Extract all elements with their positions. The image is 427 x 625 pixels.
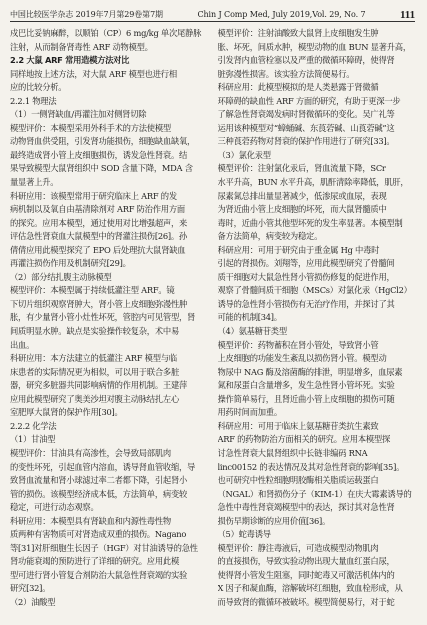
running-head (10, 6, 415, 20)
text-line: 观察了骨髓间质干细胞（MSCs）对氯化汞（HgCl2） (217, 285, 412, 296)
text-line: 间质明显水肿。缺点是实验操作较复杂，术中易 (10, 326, 179, 337)
header-rule (10, 21, 415, 22)
text-line: 最终造成肾小管上皮细胞损伤，诱发急性肾衰。结 (10, 149, 188, 160)
text-line: 2.2.1 物理法 (10, 95, 57, 106)
journal-title-en: Chin J Comp Med, July 2019,Vol. 29, No. 7 (197, 10, 366, 19)
text-line: （1）甘油型 (10, 434, 56, 445)
text-line: 的直接损伤，导致实验动物出现大量血红蛋白尿， (217, 556, 395, 567)
text-line: 模型评价：本模型属于持续低灌注型 ARF。镜 (10, 285, 175, 296)
text-line: 质两种有害物质可对肾造成双重的损伤。Nagano (10, 529, 187, 540)
text-line: （5）蛇毒诱导 (217, 529, 271, 540)
text-line: 的探究。应用本模型，通过使用对比增强超声，来 (10, 217, 188, 228)
text-line: 应用此模型研究了奥美沙坦对腹主动脉结扎左心 (10, 393, 179, 404)
text-line: 肾功能衰竭的预防进行了详细的研究。应用此模 (10, 556, 179, 567)
text-line: （4）氨基糖苷类型 (217, 326, 287, 337)
text-line: 也可研究中性粒细胞明胶酶相关脂质运载蛋白 (217, 475, 379, 486)
text-line: 引发肾内血管栓塞以及严重的微循环障碍，使得肾 (217, 55, 395, 66)
text-line: （3）氯化汞型 (217, 149, 271, 160)
text-line: 操作简单易行，且肾近曲小管上皮细胞的损伤可随 (217, 393, 395, 404)
text-line: 模型评价：甘油具有高渗性，会导致局部肌肉 (10, 447, 171, 458)
text-line: 科研应用：本模型具有肾缺血和内源性毒性物 (10, 515, 171, 526)
text-line: 评估急性肾衰血大鼠模型中的肾灌注损伤[26]。孙 (10, 231, 187, 242)
text-line: 了解急性肾衰竭发病时肾微循环的变化。吴广礼等 (217, 109, 395, 120)
text-line: 戍巴比妥钠麻醉，以顺铂（CP）6 mg/kg 单次尾静脉 (10, 28, 202, 38)
text-line: 科研应用：此模型模拟的是人类悬露于肾微循 (217, 82, 379, 93)
text-line: 诱导的急性肾小管损伤有无治疗作用，并探讨了其 (217, 298, 395, 309)
text-line: 研究[32]。 (10, 583, 51, 594)
text-line: 科研应用：本方法建立的低灌注 ARF 模型与临 (10, 353, 177, 364)
text-line: 型可进行肾小管复合剂防治大鼠急性肾衰竭的实验 (10, 569, 188, 580)
text-line: 科研应用：该模型常用于研究临床上 ARF 的发 (10, 190, 177, 201)
text-line: 备方法简单，病变较为稳定。 (217, 231, 323, 242)
text-line: 稳定，可进行动态观察。 (10, 502, 99, 513)
text-line: 用药时间而加重。 (217, 407, 282, 418)
text-line: 管的损伤。该模型经济成本低，方法简单，病变较 (10, 488, 188, 499)
text-line: 2.2.2 化学法 (10, 420, 57, 431)
text-line: 出血。 (10, 339, 35, 350)
text-line: （2）油酸型 (10, 596, 56, 607)
text-line: 水平升高，BUN 水平升高，肌酐清除率降低，肌肝， (217, 177, 409, 188)
text-line: （2）部分结扎腹主动脉模型 (10, 271, 112, 282)
right-column (218, 27, 416, 610)
text-line: 2.2 大鼠 ARF 常用造模方法对比 (10, 55, 130, 66)
text-line: 三种莨菪药物对肾衰的保护作用进行了研究[33]。 (217, 136, 395, 147)
text-line: 讨急性肾衰大鼠肾组织中长链非编码 RNA (217, 447, 368, 458)
text-line: 毒时，近曲小管其他型坏死的发生率显著。本模型制 (217, 217, 403, 228)
text-line: 脏弥漫性损害。该实验方法简便易行。 (217, 68, 355, 79)
text-line: 为肾近曲小管上皮细胞的坏死，而大鼠肾髓质中 (217, 204, 387, 215)
text-line: ARF 的药物防治方面相关的研究。应用本模型探 (217, 434, 391, 445)
text-line: 应的比较分析。 (10, 82, 67, 93)
text-line: （NGAL）和肾损伤分子（KIM-1）在庆大霉素诱导的 (217, 488, 412, 499)
journal-title-cn: 中国比较医学杂志 2019年7月第29卷第7期 (10, 10, 163, 19)
text-line: 倩倩应用此模型探究了 EPO 后处理抗大鼠肾缺血 (10, 244, 186, 255)
text-line: 物尿中 NAG 酶及溶菌酶的排泄，明显增多，血尿素 (217, 366, 403, 377)
text-line: X 因子和凝血酶，溶解破坏红细胞，致血栓形成，从 (217, 583, 403, 594)
text-line: 而导致肾的微循环被破坏。模型简便易行，对于蛇 (217, 596, 395, 607)
text-line: 模型评价：药物蓄积在肾小管处，导致肾小管 (217, 339, 379, 350)
text-line: 注射，从而制备肾毒性 ARF 动物模型。 (10, 41, 153, 52)
text-line: 器，研究多脏器共同影响病情的作用机制。王建萍 (10, 380, 188, 391)
text-line: 尿素氮总排出量显著减少，低渗尿或血尿，表现 (217, 190, 387, 201)
text-line: （1）一侧肾缺血/再灌注加对侧肾切除 (10, 109, 147, 120)
left-column (10, 27, 208, 610)
text-line: 动物肾血供受阻，引发肾功能损伤，细胞缺血缺氧， (10, 136, 196, 147)
text-line: 等[31]对肝细胞生长因子（HGF）对甘油诱导的急性 (10, 542, 198, 553)
text-line: 引起的肾损伤。刘翔等，应用此模型研究了骨髓间 (217, 258, 395, 269)
text-line: 室肥厚大鼠肾的保护作用[30]。 (10, 407, 123, 418)
text-line: 环障碍的缺血性 ARF 方面的研究，有助于更深一步 (217, 95, 401, 106)
text-line: 胀、坏死，间质水肿，模型动物的血 BUN 显著升高， (217, 41, 411, 52)
text-line: 急性中毒性肾衰竭模型中的表达，探讨其对急性肾 (217, 502, 395, 513)
two-column-body (10, 27, 415, 610)
text-line: 模型评价：注射油酸致大鼠肾上皮细胞发生肿 (217, 28, 379, 38)
text-line: 上皮细胞的功能发生紊乱以损伤肾小管。模型动 (217, 353, 387, 364)
text-line: 可能的机制[34]。 (217, 312, 282, 323)
text-line: 质干细胞对大鼠急性肾小管损伤修复的促进作用， (217, 271, 395, 282)
text-line: 同样地按上述方法，对大鼠 ARF 模型也进行相 (10, 68, 177, 79)
text-line: 量显著上升。 (10, 177, 59, 188)
text-line: 氮和尿蛋白含量增多，发生急性肾小管坏死。实验 (217, 380, 395, 391)
text-line: 科研应用：可用于临床上氨基糖苷类抗生素致 (217, 420, 379, 431)
text-line: 科研应用：可用于研究由于重金属 Hg 中毒时 (217, 244, 380, 255)
text-line: 果导致模型大鼠肾组织中 SOD 含量下降，MDA 含 (10, 163, 193, 174)
text-line: 床患者的实际情况更为相似，可以用于联合多脏 (10, 366, 179, 377)
text-line: linc00152 的表达情况及其对急性肾衰的影响[35]。 (217, 461, 405, 472)
text-line: 运用该种模型对“蟑蛹碱、东莨菪碱、山莨菪碱”这 (217, 122, 395, 133)
page-number: 111 (399, 9, 415, 21)
text-line: 再灌注损伤作用及机制研究[29]。 (10, 258, 131, 269)
text-line: 模型评价：静注毒液后，可造成模型动物肌肉 (217, 542, 379, 553)
text-line: 病机制以及氧自由基清除剂对 ARF 防治作用方面 (10, 204, 185, 215)
text-line: 致肾血流量和肾小球滤过率二者都下降，引起肾小 (10, 475, 188, 486)
text-line: 的变性坏死，引起血管内溶血，诱导肾血管收缩，导 (10, 461, 196, 472)
text-line: 使得肾小管发生阻塞，同时蛇毒又可激活机体内的 (217, 569, 395, 580)
text-line: 模型评价：注射氯化汞后，肾血流量下降，SCr (217, 163, 386, 174)
text-line: 胀，有少量肾小管小灶性坏死，管腔内可见管型，肾 (10, 312, 196, 323)
text-line: 模型评价：本模型采用外科手术的方法使模型 (10, 122, 171, 133)
text-line: 损伤早期诊断的应用价值[36]。 (217, 515, 331, 526)
text-line: 下切片组织观察肾肿大，肾小管上皮细胞弥漫性肿 (10, 298, 188, 309)
